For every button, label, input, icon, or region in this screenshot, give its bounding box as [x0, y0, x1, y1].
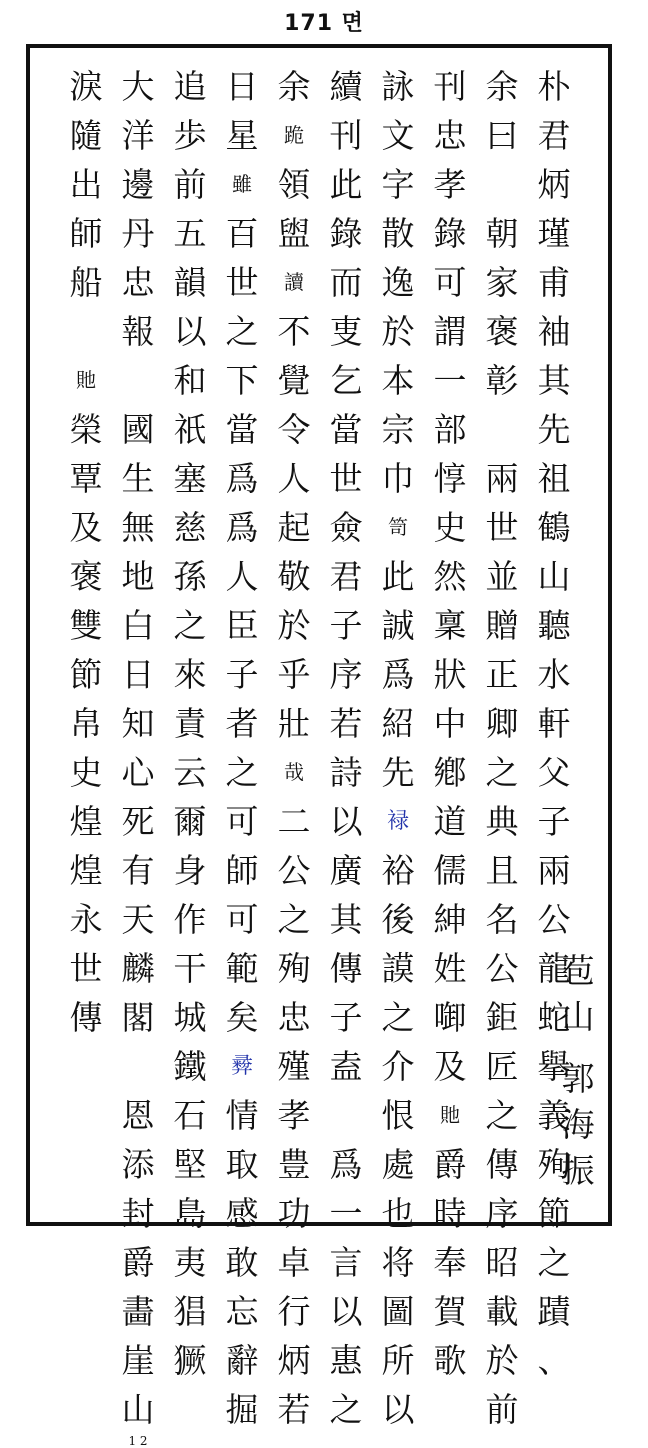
column-char: 敢 [225, 1243, 259, 1282]
text-column [530, 62, 578, 1385]
column-char [478, 405, 526, 454]
column-char: 功 [277, 1194, 311, 1233]
column-char: 朴 [537, 67, 571, 106]
column-char: 殉 [537, 1145, 571, 1184]
column-char: 宗 [381, 410, 415, 449]
text-column [322, 62, 370, 1434]
column-char: 當 [225, 410, 259, 449]
column-char: 詠 [381, 67, 415, 106]
column-char: 謂 [433, 312, 467, 351]
column-char: 擧 [537, 1047, 571, 1086]
column-char: 畵 [121, 1292, 155, 1331]
column-char: 追 [173, 67, 207, 106]
column-char: 恨 [381, 1096, 415, 1135]
column-char: 鶴 [537, 508, 571, 547]
column-char: 歩 [173, 116, 207, 155]
column-char: 及 [69, 508, 103, 547]
column-char: 卿 [485, 704, 519, 743]
column-char: 師 [69, 214, 103, 253]
column-char: 聽 [537, 606, 571, 645]
column-char: 國 [121, 410, 155, 449]
column-char: 節 [537, 1194, 571, 1233]
column-char: 惠 [329, 1341, 363, 1380]
column-char: 水 [537, 655, 571, 694]
column-char: 其 [537, 361, 571, 400]
author-char: 振 [561, 1151, 595, 1190]
column-char: 本 [381, 361, 415, 400]
column-char: 朝 [485, 214, 519, 253]
column-char: 惇 [433, 459, 467, 498]
column-char: 兩 [485, 459, 519, 498]
column-char: 一 [433, 361, 467, 400]
column-char: 、 [537, 1341, 571, 1380]
column-char: 世 [329, 459, 363, 498]
column-char: 韻 [173, 263, 207, 302]
column-char: 貤 [440, 1103, 460, 1127]
column-char: 貤 [76, 368, 96, 392]
column-char: 煌 [69, 802, 103, 841]
column-char: 於 [381, 312, 415, 351]
column-char: 永 [69, 900, 103, 939]
column-char: 哉 [284, 760, 304, 784]
column-char: 圖 [381, 1292, 415, 1331]
column-char: 城 [173, 998, 207, 1037]
text-column [374, 62, 422, 1434]
column-char: 軒 [537, 704, 571, 743]
column-char [114, 1042, 162, 1091]
column-char: 雖 [232, 172, 252, 196]
column-char: 之 [277, 900, 311, 939]
column-char: 忘 [225, 1292, 259, 1331]
column-char: 世 [225, 263, 259, 302]
column-char: 爵 [433, 1145, 467, 1184]
column-char: 言 [329, 1243, 363, 1282]
column-char: 恩 [121, 1096, 155, 1135]
column-char: 傳 [69, 998, 103, 1037]
column-char: 笥 [388, 515, 408, 539]
column-char: 刊 [329, 116, 363, 155]
column-char: 添 [121, 1145, 155, 1184]
column-char: 炳 [537, 165, 571, 204]
column-char: 祇 [173, 410, 207, 449]
column-char: 彰 [485, 361, 519, 400]
column-char: 散 [381, 214, 415, 253]
column-char: 山 [537, 557, 571, 596]
column-char: 干 [173, 949, 207, 988]
column-char: 逸 [381, 263, 415, 302]
column-char: 令 [277, 410, 311, 449]
column-char: 錄 [433, 214, 467, 253]
column-char: 起 [277, 508, 311, 547]
column-char: 袖 [537, 312, 571, 351]
column-char: 天 [121, 900, 155, 939]
column-char: 邊 [121, 165, 155, 204]
column-char: 讀 [284, 270, 304, 294]
column-char: 甫 [537, 263, 571, 302]
text-column [270, 62, 318, 1434]
column-char [478, 160, 526, 209]
column-char: 之 [329, 1390, 363, 1429]
column-char: 封 [121, 1194, 155, 1233]
column-char [322, 1091, 370, 1140]
column-char: 其 [329, 900, 363, 939]
column-char: 堅 [173, 1145, 207, 1184]
column-char: 前 [485, 1390, 519, 1429]
column-char: 之 [173, 606, 207, 645]
column-char: 彛 [230, 1054, 253, 1079]
column-char: 隨 [69, 116, 103, 155]
column-char: 贈 [485, 606, 519, 645]
column-char: 炳 [277, 1341, 311, 1380]
column-char: 紹 [381, 704, 415, 743]
column-char: 子 [329, 998, 363, 1037]
column-char: 當 [329, 410, 363, 449]
column-char: 狀 [433, 655, 467, 694]
column-char: 殣 [277, 1047, 311, 1086]
column-char: 敬 [277, 557, 311, 596]
column-char: 賀 [433, 1292, 467, 1331]
column-char: 錄 [329, 214, 363, 253]
column-char: 正 [485, 655, 519, 694]
column-char: 且 [485, 851, 519, 890]
column-char: 序 [485, 1194, 519, 1233]
column-char: 公 [277, 851, 311, 890]
column-char: 地 [121, 557, 155, 596]
column-char: 日 [225, 67, 259, 106]
column-char: 夷 [173, 1243, 207, 1282]
column-char: 先 [537, 410, 571, 449]
author-char: 海 [561, 1105, 595, 1144]
column-char: 載 [485, 1292, 519, 1331]
column-char: 五 [173, 214, 207, 253]
column-char: 盥 [277, 214, 311, 253]
column-char: 歌 [433, 1341, 467, 1380]
column-char: 死 [121, 802, 155, 841]
column-char: 刊 [433, 67, 467, 106]
column-char: 範 [225, 949, 259, 988]
column-char: 豊 [277, 1145, 311, 1184]
page-number-heading: 171 면 [284, 11, 364, 36]
column-char: 卓 [277, 1243, 311, 1282]
column-char: 取 [225, 1145, 259, 1184]
column-char: 時 [433, 1194, 467, 1233]
column-char: 所 [381, 1341, 415, 1380]
column-char: 以 [329, 802, 363, 841]
column-char: 責 [173, 704, 207, 743]
column-char: 若 [277, 1390, 311, 1429]
column-char: 奉 [433, 1243, 467, 1282]
column-char: 閣 [121, 998, 155, 1037]
column-char: 前 [173, 165, 207, 204]
column-char: 石 [173, 1096, 207, 1135]
column-char: 僉 [329, 508, 363, 547]
column-char: 辭 [225, 1341, 259, 1380]
column-char: 節 [69, 655, 103, 694]
column-char: 獗 [173, 1341, 207, 1380]
column-char: 匠 [485, 1047, 519, 1086]
column-char: 詩 [329, 753, 363, 792]
column-char: 也 [381, 1194, 415, 1233]
column-char: 爾 [173, 802, 207, 841]
column-char: 世 [485, 508, 519, 547]
column-char: 之 [225, 312, 259, 351]
text-column [478, 62, 526, 1434]
column-char: 盍 [329, 1047, 363, 1086]
column-char: 家 [485, 263, 519, 302]
column-char: 文 [381, 116, 415, 155]
column-char: 生 [121, 459, 155, 498]
column-char: 公 [485, 949, 519, 988]
column-char: 啣 [433, 998, 467, 1037]
column-char: 以 [381, 1390, 415, 1429]
column-char: 猖 [173, 1292, 207, 1331]
column-char: 孝 [277, 1096, 311, 1135]
column-char: 云 [173, 753, 207, 792]
column-char: 一 [329, 1194, 363, 1233]
column-char: 典 [485, 802, 519, 841]
column-char: 山 [121, 1390, 155, 1429]
document-frame [26, 44, 612, 1448]
column-char: 續 [329, 67, 363, 106]
column-char: 先 [381, 753, 415, 792]
column-char: 字 [381, 165, 415, 204]
column-char: 蛇 [537, 998, 571, 1037]
column-char: 史 [433, 508, 467, 547]
column-char: 身 [173, 851, 207, 890]
column-char: 中 [433, 704, 467, 743]
column-char: 師 [225, 851, 259, 890]
column-char: 爲 [329, 1145, 363, 1184]
column-char: 丹 [121, 214, 155, 253]
column-char: 龍 [537, 949, 571, 988]
column-char: 感 [225, 1194, 259, 1233]
column-char: 掘 [225, 1390, 259, 1429]
column-char: 鉅 [485, 998, 519, 1037]
column-char: 覺 [277, 361, 311, 400]
column-char: 而 [329, 263, 363, 302]
column-char: 孝 [433, 165, 467, 204]
column-char: 之 [225, 753, 259, 792]
column-char: 臣 [225, 606, 259, 645]
text-column [62, 62, 110, 1042]
column-char: 曰 [485, 116, 519, 155]
column-char: 於 [485, 1341, 519, 1380]
column-char: 爲 [225, 508, 259, 547]
column-char: 忠 [433, 116, 467, 155]
column-char: 出 [69, 165, 103, 204]
column-char: 紳 [433, 900, 467, 939]
column-char: 䘵 [386, 809, 409, 834]
column-char: 者 [225, 704, 259, 743]
column-char: 跪 [284, 123, 304, 147]
column-char: 以 [173, 312, 207, 351]
column-char: 裕 [381, 851, 415, 890]
column-char: 壯 [277, 704, 311, 743]
column-char: 若 [329, 704, 363, 743]
column-char: 有 [121, 851, 155, 890]
column-char: 帛 [69, 704, 103, 743]
author-char: 苞 [561, 951, 595, 990]
column-char: 褒 [485, 312, 519, 351]
column-char: 世 [69, 949, 103, 988]
column-char: 及 [433, 1047, 467, 1086]
column-char: 下 [225, 361, 259, 400]
column-char: 名 [485, 900, 519, 939]
column-char: 乎 [277, 655, 311, 694]
column-char: 來 [173, 655, 207, 694]
column-char: 余 [277, 67, 311, 106]
column-char: 可 [433, 263, 467, 302]
column-char: 鐵 [173, 1047, 207, 1086]
column-char: 将 [381, 1243, 415, 1282]
column-char: 並 [485, 557, 519, 596]
column-char: 子 [537, 802, 571, 841]
column-char: 島 [173, 1194, 207, 1233]
column-char: 之 [485, 753, 519, 792]
column-char: 情 [225, 1096, 259, 1135]
column-char: 忠 [277, 998, 311, 1037]
column-char: 傳 [329, 949, 363, 988]
column-char: 忠 [121, 263, 155, 302]
column-char: 姓 [433, 949, 467, 988]
column-char: 祖 [537, 459, 571, 498]
column-char: 作 [173, 900, 207, 939]
column-char: 公 [537, 900, 571, 939]
column-char: 洋 [121, 116, 155, 155]
column-char: 人 [225, 557, 259, 596]
column-char: 君 [329, 557, 363, 596]
column-char: 子 [329, 606, 363, 645]
column-char: 爵 [121, 1243, 155, 1282]
column-char: 叓 [329, 312, 363, 351]
column-char: 以 [329, 1292, 363, 1331]
column-char [114, 356, 162, 405]
text-column [218, 62, 266, 1434]
column-char: 星 [225, 116, 259, 155]
column-char: 麟 [121, 949, 155, 988]
column-char: 父 [537, 753, 571, 792]
column-char: 可 [225, 802, 259, 841]
column-char: 鄕 [433, 753, 467, 792]
column-char: 傳 [485, 1145, 519, 1184]
column-char: 褒 [69, 557, 103, 596]
column-char: 報 [121, 312, 155, 351]
column-char: 於 [277, 606, 311, 645]
column-char: 爲 [225, 459, 259, 498]
column-char: 雙 [69, 606, 103, 645]
column-char: 義 [537, 1096, 571, 1135]
column-char: 白 [121, 606, 155, 645]
column-char: 煌 [69, 851, 103, 890]
column-char: 乞 [329, 361, 363, 400]
column-char: 之 [485, 1096, 519, 1135]
text-column [426, 62, 474, 1385]
column-char: 無 [121, 508, 155, 547]
column-char: 大 [121, 67, 155, 106]
column-char: 稟 [433, 606, 467, 645]
column-char: 此 [381, 557, 415, 596]
column-char: 百 [225, 214, 259, 253]
column-char: 領 [277, 165, 311, 204]
column-char: 塞 [173, 459, 207, 498]
author-char: 郭 [561, 1059, 595, 1098]
column-char: 矣 [225, 998, 259, 1037]
column-char: 瑾 [537, 214, 571, 253]
column-char: 心 [121, 753, 155, 792]
column-char: 覃 [69, 459, 103, 498]
column-char: 道 [433, 802, 467, 841]
column-char: 余 [485, 67, 519, 106]
column-char: 慈 [173, 508, 207, 547]
column-char: 日 [121, 655, 155, 694]
column-char: 孫 [173, 557, 207, 596]
column-char: 序 [329, 655, 363, 694]
column-char: 巾 [381, 459, 415, 498]
column-char: 殉 [277, 949, 311, 988]
column-char [62, 307, 110, 356]
column-char: 誠 [381, 606, 415, 645]
column-char: 榮 [69, 410, 103, 449]
column-char: 謨 [381, 949, 415, 988]
column-char: 介 [381, 1047, 415, 1086]
column-char: 之 [381, 998, 415, 1037]
column-char: 此 [329, 165, 363, 204]
author-char: 山 [561, 997, 595, 1036]
column-char: 爲 [381, 655, 415, 694]
column-char: 淚 [69, 67, 103, 106]
column-char: 廣 [329, 851, 363, 890]
column-char: 史 [69, 753, 103, 792]
column-char: 部 [433, 410, 467, 449]
column-char: 處 [381, 1145, 415, 1184]
column-char: 君 [537, 116, 571, 155]
column-char: 不 [277, 312, 311, 351]
column-char: 和 [173, 361, 207, 400]
column-char: 儒 [433, 851, 467, 890]
column-char: 昭 [485, 1243, 519, 1282]
column-char: 船 [69, 263, 103, 302]
column-char: 崖 [121, 1341, 155, 1380]
column-char: 人 [277, 459, 311, 498]
column-char: 可 [225, 900, 259, 939]
column-char: 兩 [537, 851, 571, 890]
column-char: 之 [537, 1243, 571, 1282]
column-char: 蹟 [537, 1292, 571, 1331]
column-note: 1 2 [128, 1434, 148, 1448]
column-char: 然 [433, 557, 467, 596]
text-column [114, 62, 162, 1448]
column-char: 知 [121, 704, 155, 743]
column-char: 後 [381, 900, 415, 939]
text-column [166, 62, 214, 1385]
column-char: 二 [277, 802, 311, 841]
column-char: 子 [225, 655, 259, 694]
column-char: 行 [277, 1292, 311, 1331]
